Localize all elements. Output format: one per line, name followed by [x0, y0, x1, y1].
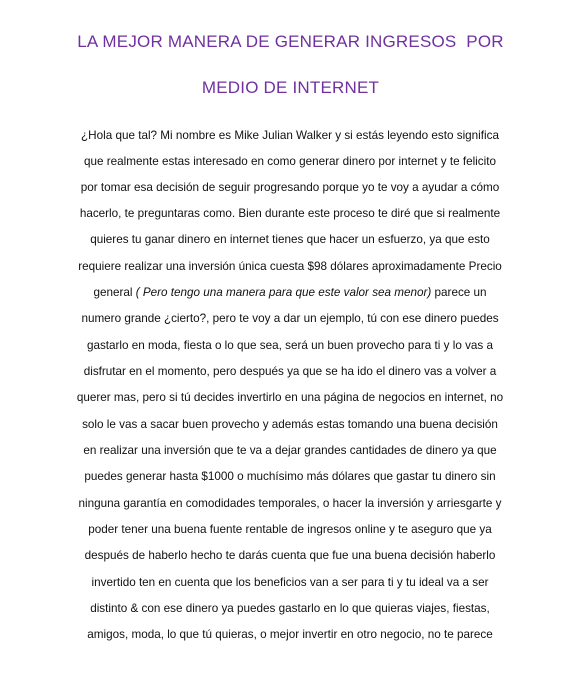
document-title-line-1: LA MEJOR MANERA DE GENERAR INGRESOS POR: [77, 32, 504, 51]
body-line-19: distinto & con ese dinero ya puedes gastarlo en lo que quieras viajes, fiestas,: [90, 602, 490, 615]
body-line-20: amigos, moda, lo que tú quieras, o mejor invertir en otro negocio, no te parece: [87, 628, 493, 641]
body-line-2: que realmente estas interesado en como generar dinero por internet y te felicito: [84, 155, 496, 168]
body-line-10: disfrutar en el momento, pero después ya que se ha ido el dinero vas a volver a: [83, 365, 497, 378]
body-line-17: después de haberlo hecho te darás cuenta que fue una buena decisión haberlo: [84, 549, 496, 562]
body-line-8: numero grande ¿cierto?, pero te voy a dar un ejemplo, tú con ese dinero puedes: [81, 312, 499, 325]
body-line-18: invertido ten en cuenta que los beneficios van a ser para ti y tu ideal va a ser: [91, 576, 489, 589]
body-line-7-prefix: general: [93, 286, 136, 299]
body-line-16: poder tener una buena fuente rentable de ingresos online y te aseguro que ya: [88, 523, 492, 536]
body-line-12: solo le vas a sacar buen provecho y además estas tomando una buena decisión: [82, 418, 498, 431]
body-line-6: requiere realizar una inversión única cuesta $98 dólares aproximadamente Precio: [78, 260, 502, 273]
body-line-11: querer mas, pero si tú decides invertirlo en una página de negocios en internet, no: [76, 391, 504, 404]
body-line-7-mixed: [68, 285, 512, 301]
body-line-13: en realizar una inversión que te va a dejar grandes cantidades de dinero ya que: [83, 444, 497, 457]
body-line-7-suffix: parece un: [431, 286, 487, 299]
body-line-5: quieres tu ganar dinero en internet tienes que hacer un esfuerzo, ya que esto: [90, 233, 490, 246]
body-line-4: hacerlo, te preguntaras como. Bien durante este proceso te diré que si realmente: [79, 207, 501, 220]
body-line-14: puedes generar hasta $1000 o muchísimo más dólares que gastar tu dinero sin: [84, 470, 496, 483]
body-line-3: por tomar esa decisión de seguir progresando porque yo te voy a ayudar a cómo: [80, 181, 500, 194]
body-line-1: ¿Hola que tal? Mi nombre es Mike Julian Walker y si estás leyendo esto significa: [81, 129, 499, 142]
document-title-line-2: MEDIO DE INTERNET: [201, 78, 380, 97]
body-line-7-italic-note: ( Pero tengo una manera para que este valor sea menor): [135, 286, 432, 299]
body-line-15: ninguna garantía en comodidades temporales, o hacer la inversión y arriesgarte y: [78, 497, 502, 510]
body-line-9: gastarlo en moda, fiesta o lo que sea, será un buen provecho para ti y lo vas a: [86, 339, 494, 352]
